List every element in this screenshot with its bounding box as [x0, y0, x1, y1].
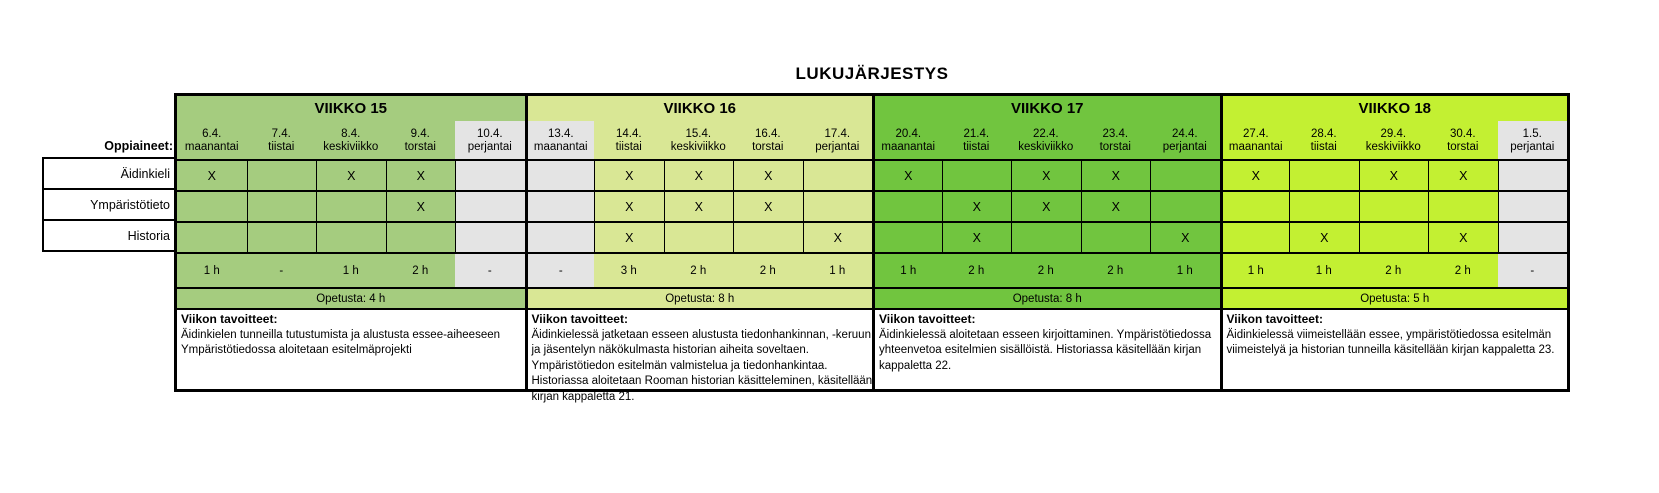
day-weekday: keskiviikko — [323, 141, 379, 153]
weekly-hours-total: Opetusta: 5 h — [1220, 287, 1568, 308]
schedule-cell — [803, 159, 873, 190]
day-weekday: perjantai — [1162, 141, 1207, 153]
weekly-goals-line: Äidinkielessä viimeistellään essee, ympäristötiedossa esitelmän — [1226, 328, 1552, 341]
day-date: 7.4. — [271, 127, 291, 140]
schedule-cell — [942, 159, 1012, 190]
day-date: 13.4. — [547, 127, 574, 140]
day-weekday: tiistai — [268, 141, 295, 153]
schedule-cell — [1011, 221, 1081, 252]
weekly-goals-text — [875, 310, 1220, 374]
schedule-cell — [1081, 221, 1151, 252]
schedule-cell — [664, 221, 734, 252]
schedule-cell — [872, 221, 942, 252]
schedule-cell — [247, 221, 317, 252]
weekly-goals-line: viimeistelyä ja historian tunneilla käsitellään kirjan kappaletta 23. — [1226, 344, 1555, 356]
hours-cell: 1 h — [1220, 252, 1290, 287]
day-date: 9.4. — [410, 127, 430, 140]
schedule-cell: X — [594, 221, 664, 252]
day-header — [455, 121, 525, 159]
hours-cell: 1 h — [1150, 252, 1220, 287]
schedule-cell — [316, 221, 386, 252]
schedule-cell — [247, 190, 317, 221]
hours-cell: - — [247, 252, 317, 287]
schedule-cell — [872, 190, 942, 221]
day-header — [1081, 121, 1151, 159]
schedule-cell: X — [386, 190, 456, 221]
schedule-cell — [1428, 190, 1498, 221]
day-date: 17.4. — [824, 127, 851, 140]
week-banner: VIIKKO 17 — [872, 96, 1220, 121]
day-date: 24.4. — [1171, 127, 1198, 140]
schedule-cell: X — [177, 159, 247, 190]
day-header — [386, 121, 456, 159]
day-header — [316, 121, 386, 159]
weekly-goals-line: Ympäristötiedon esitelmän valmistelua ja tiedonhankintaa. — [531, 359, 828, 372]
weekly-goals-text — [528, 310, 873, 405]
hours-cell: 2 h — [1081, 252, 1151, 287]
schedule-cell: X — [1081, 190, 1151, 221]
day-weekday: keskiviikko — [1018, 141, 1074, 153]
schedule-cell: X — [1220, 159, 1290, 190]
day-date: 21.4. — [963, 127, 990, 140]
weekly-goals-heading: Viikon tavoitteet: — [1226, 312, 1323, 326]
day-weekday: perjantai — [1510, 141, 1555, 153]
schedule-cell — [1150, 190, 1220, 221]
weekly-goals — [1220, 308, 1568, 389]
schedule-cell: X — [1011, 190, 1081, 221]
weekly-goals-line: Äidinkielen tunneilla tutustumista ja alustusta essee-aiheeseen — [181, 328, 501, 341]
day-date: 10.4. — [476, 127, 503, 140]
day-date: 14.4. — [615, 127, 642, 140]
schedule-cell: X — [316, 159, 386, 190]
day-header — [1289, 121, 1359, 159]
schedule-cell: X — [733, 190, 803, 221]
day-date: 30.4. — [1449, 127, 1476, 140]
day-header — [525, 121, 595, 159]
schedule-cell — [316, 190, 386, 221]
day-header — [247, 121, 317, 159]
schedule-cell — [247, 159, 317, 190]
schedule-cell — [525, 190, 595, 221]
day-weekday: tiistai — [1310, 141, 1337, 153]
weekly-goals-line: kappaletta 22. — [879, 359, 952, 372]
schedule-cell — [1220, 190, 1290, 221]
day-header — [664, 121, 734, 159]
schedule-cell — [455, 190, 525, 221]
schedule-cell: X — [1011, 159, 1081, 190]
day-header — [1428, 121, 1498, 159]
weekly-goals-line: Äidinkielessä aloitetaan esseen kirjoittaminen. Ympäristötiedossa — [879, 328, 1212, 341]
schedule-cell: X — [1081, 159, 1151, 190]
schedule-cell: X — [1359, 159, 1429, 190]
weekly-goals-line: yhteenvetoa esitelmien sisällöistä. Historiassa käsitellään kirjan — [879, 344, 1202, 356]
day-header — [594, 121, 664, 159]
schedule-cell — [1498, 159, 1568, 190]
day-weekday: torstai — [1099, 141, 1131, 153]
schedule-cell — [455, 221, 525, 252]
day-date: 1.5. — [1522, 127, 1542, 140]
weekly-goals-text — [1223, 310, 1568, 359]
day-date: 22.4. — [1032, 127, 1059, 140]
day-header — [942, 121, 1012, 159]
schedule-cell: X — [872, 159, 942, 190]
schedule-cell: X — [942, 190, 1012, 221]
schedule-cell: X — [594, 190, 664, 221]
weekly-goals-line: Historiassa aloitetaan Rooman historian käsitteleminen, käsitellään — [531, 375, 873, 387]
weekly-goals — [872, 308, 1220, 389]
day-header — [1359, 121, 1429, 159]
weekly-hours-total: Opetusta: 8 h — [525, 287, 873, 308]
day-header — [803, 121, 873, 159]
hours-cell: 2 h — [1359, 252, 1429, 287]
day-header — [1498, 121, 1568, 159]
day-header — [872, 121, 942, 159]
subject-label: Ympäristötieto — [42, 188, 177, 221]
day-date: 27.4. — [1242, 127, 1269, 140]
hours-cell: 2 h — [664, 252, 734, 287]
schedule-cell — [733, 221, 803, 252]
weekly-goals — [177, 308, 525, 389]
hours-cell: 1 h — [1289, 252, 1359, 287]
hours-cell: 2 h — [733, 252, 803, 287]
subjects-header: Oppiaineet: — [104, 139, 173, 153]
schedule-cell: X — [733, 159, 803, 190]
weekly-goals-line: ja jäsentelyn näkökulmasta historian aiheita soveltaen. — [531, 344, 809, 356]
schedule-cell — [1359, 221, 1429, 252]
hours-cell: 2 h — [1428, 252, 1498, 287]
day-weekday: perjantai — [815, 141, 860, 153]
day-weekday: torstai — [1447, 141, 1479, 153]
schedule-cell: X — [594, 159, 664, 190]
page-title: LUKUJÄRJESTYS — [795, 64, 949, 83]
subject-label: Äidinkieli — [42, 157, 177, 190]
hours-cell: - — [1498, 252, 1568, 287]
weekly-hours-total: Opetusta: 8 h — [872, 287, 1220, 308]
weekly-goals-heading: Viikon tavoitteet: — [531, 312, 628, 326]
day-header — [1011, 121, 1081, 159]
schedule-cell: X — [1289, 221, 1359, 252]
schedule-cell: X — [803, 221, 873, 252]
schedule-cell — [386, 221, 456, 252]
week-banner: VIIKKO 15 — [177, 96, 525, 121]
weekly-goals-text — [177, 310, 525, 359]
schedule-cell: X — [1428, 221, 1498, 252]
hours-cell: 3 h — [594, 252, 664, 287]
schedule-cell — [1289, 159, 1359, 190]
schedule-cell: X — [1428, 159, 1498, 190]
hours-cell: 2 h — [1011, 252, 1081, 287]
weekly-goals-heading: Viikon tavoitteet: — [181, 312, 278, 326]
day-weekday: maanantai — [1228, 141, 1283, 153]
day-date: 20.4. — [895, 127, 922, 140]
day-date: 8.4. — [341, 127, 361, 140]
hours-cell: - — [455, 252, 525, 287]
schedule-cell — [803, 190, 873, 221]
schedule-cell — [1359, 190, 1429, 221]
subject-label: Historia — [42, 219, 177, 252]
hours-cell: 2 h — [942, 252, 1012, 287]
weekly-goals-line: Ympäristötiedossa aloitetaan esitelmäprojekti — [181, 344, 412, 356]
schedule-cell: X — [1150, 221, 1220, 252]
weekly-goals — [525, 308, 873, 403]
schedule-cell — [455, 159, 525, 190]
day-weekday: torstai — [404, 141, 436, 153]
day-date: 23.4. — [1102, 127, 1129, 140]
hours-cell: 1 h — [803, 252, 873, 287]
schedule-cell: X — [386, 159, 456, 190]
day-header — [1150, 121, 1220, 159]
day-weekday: torstai — [752, 141, 784, 153]
day-weekday: maanantai — [881, 141, 936, 153]
schedule-table — [174, 93, 1570, 403]
day-header — [177, 121, 247, 159]
day-date: 16.4. — [754, 127, 781, 140]
day-date: 15.4. — [685, 127, 712, 140]
hours-cell: 1 h — [177, 252, 247, 287]
day-date: 6.4. — [202, 127, 222, 140]
day-weekday: keskiviikko — [1365, 141, 1421, 153]
schedule-cell — [525, 159, 595, 190]
schedule-cell: X — [942, 221, 1012, 252]
day-header — [1220, 121, 1290, 159]
schedule-cell — [1498, 221, 1568, 252]
week-banner: VIIKKO 18 — [1220, 96, 1568, 121]
day-weekday: tiistai — [615, 141, 642, 153]
schedule-cell — [1220, 221, 1290, 252]
weekly-goals-line: Äidinkielessä jatketaan esseen alustusta tiedonhankinnan, -keruun — [531, 328, 871, 341]
hours-cell: 1 h — [316, 252, 386, 287]
weekly-hours-total: Opetusta: 4 h — [177, 287, 525, 308]
day-weekday: keskiviikko — [670, 141, 726, 153]
day-weekday: perjantai — [467, 141, 512, 153]
schedule-cell — [1498, 190, 1568, 221]
day-header — [733, 121, 803, 159]
day-weekday: maanantai — [184, 141, 239, 153]
hours-cell: 2 h — [386, 252, 456, 287]
schedule-cell — [177, 221, 247, 252]
hours-cell: 1 h — [872, 252, 942, 287]
weekly-goals-line: kirjan kappaletta 21. — [531, 390, 635, 403]
schedule-cell — [525, 221, 595, 252]
day-date: 29.4. — [1380, 127, 1407, 140]
schedule-cell — [177, 190, 247, 221]
schedule-cell: X — [664, 159, 734, 190]
day-date: 28.4. — [1310, 127, 1337, 140]
day-weekday: tiistai — [963, 141, 990, 153]
hours-cell: - — [525, 252, 595, 287]
week-banner: VIIKKO 16 — [525, 96, 873, 121]
weekly-goals-heading: Viikon tavoitteet: — [879, 312, 976, 326]
day-weekday: maanantai — [533, 141, 588, 153]
schedule-cell: X — [664, 190, 734, 221]
schedule-cell — [1289, 190, 1359, 221]
schedule-cell — [1150, 159, 1220, 190]
